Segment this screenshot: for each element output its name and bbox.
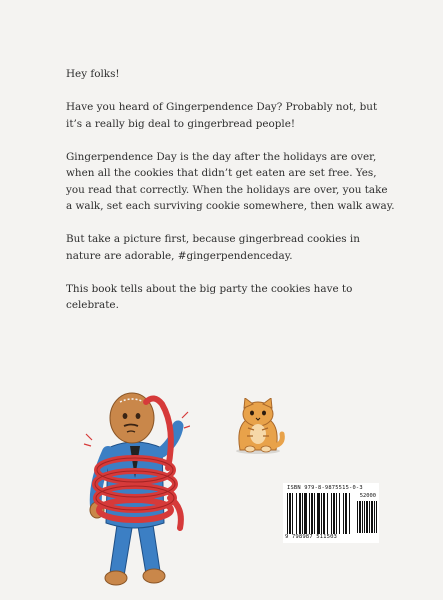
barcode-bar bbox=[323, 493, 325, 534]
gingerbread-man-illustration bbox=[80, 388, 190, 588]
price-code: 52000 bbox=[359, 493, 376, 499]
barcode-bar bbox=[296, 493, 297, 534]
barcode-bar bbox=[289, 493, 291, 534]
paragraph-book-summary: This book tells about the big party the cookies have to celebrate. bbox=[66, 282, 353, 311]
barcode-bar bbox=[345, 493, 347, 534]
barcode-bar bbox=[321, 493, 322, 534]
barcode-bar bbox=[287, 493, 288, 534]
paragraph-greeting: Hey folks! bbox=[66, 68, 120, 80]
barcode-bar bbox=[311, 493, 313, 534]
barcode-bar bbox=[309, 493, 310, 534]
barcode-bar bbox=[343, 493, 344, 534]
barcode-digits: 9 798987 511503 bbox=[285, 534, 338, 540]
back-cover-text bbox=[66, 66, 396, 330]
barcode-bar bbox=[314, 493, 315, 534]
barcode-bar bbox=[339, 493, 340, 534]
price-barcode-bars bbox=[357, 501, 377, 533]
barcode-bar bbox=[304, 493, 307, 534]
barcode-bar bbox=[302, 493, 303, 534]
barcode-bar bbox=[336, 493, 337, 534]
barcode-bar bbox=[299, 493, 301, 534]
paragraph-intro: Have you heard of Gingerpendence Day? Probably not, but it’s a really big deal to gingerbread people! bbox=[66, 101, 378, 130]
paragraph-explanation: Gingerpendence Day is the day after the holidays are over, when all the cookies that didn’t get eaten are set free. Yes, you read that correctly. When the holidays are over, you take a walk, set each surviving cookie somewhere, then walk away. bbox=[66, 150, 395, 212]
paragraph-picture: But take a picture first, because gingerbread cookies in nature are adorable, #gingerpendenceday. bbox=[66, 233, 360, 262]
barcode-bar bbox=[317, 493, 320, 534]
cat-illustration bbox=[230, 398, 286, 456]
barcode-bar bbox=[327, 493, 328, 534]
barcode-bar bbox=[349, 493, 350, 534]
isbn-label: ISBN 979-8-9875515-0-3 bbox=[287, 485, 363, 491]
barcode-bar bbox=[331, 493, 332, 534]
barcode-bars bbox=[287, 493, 353, 534]
barcode-bar bbox=[292, 493, 293, 534]
isbn-barcode bbox=[283, 483, 379, 543]
barcode-bar bbox=[333, 493, 335, 534]
